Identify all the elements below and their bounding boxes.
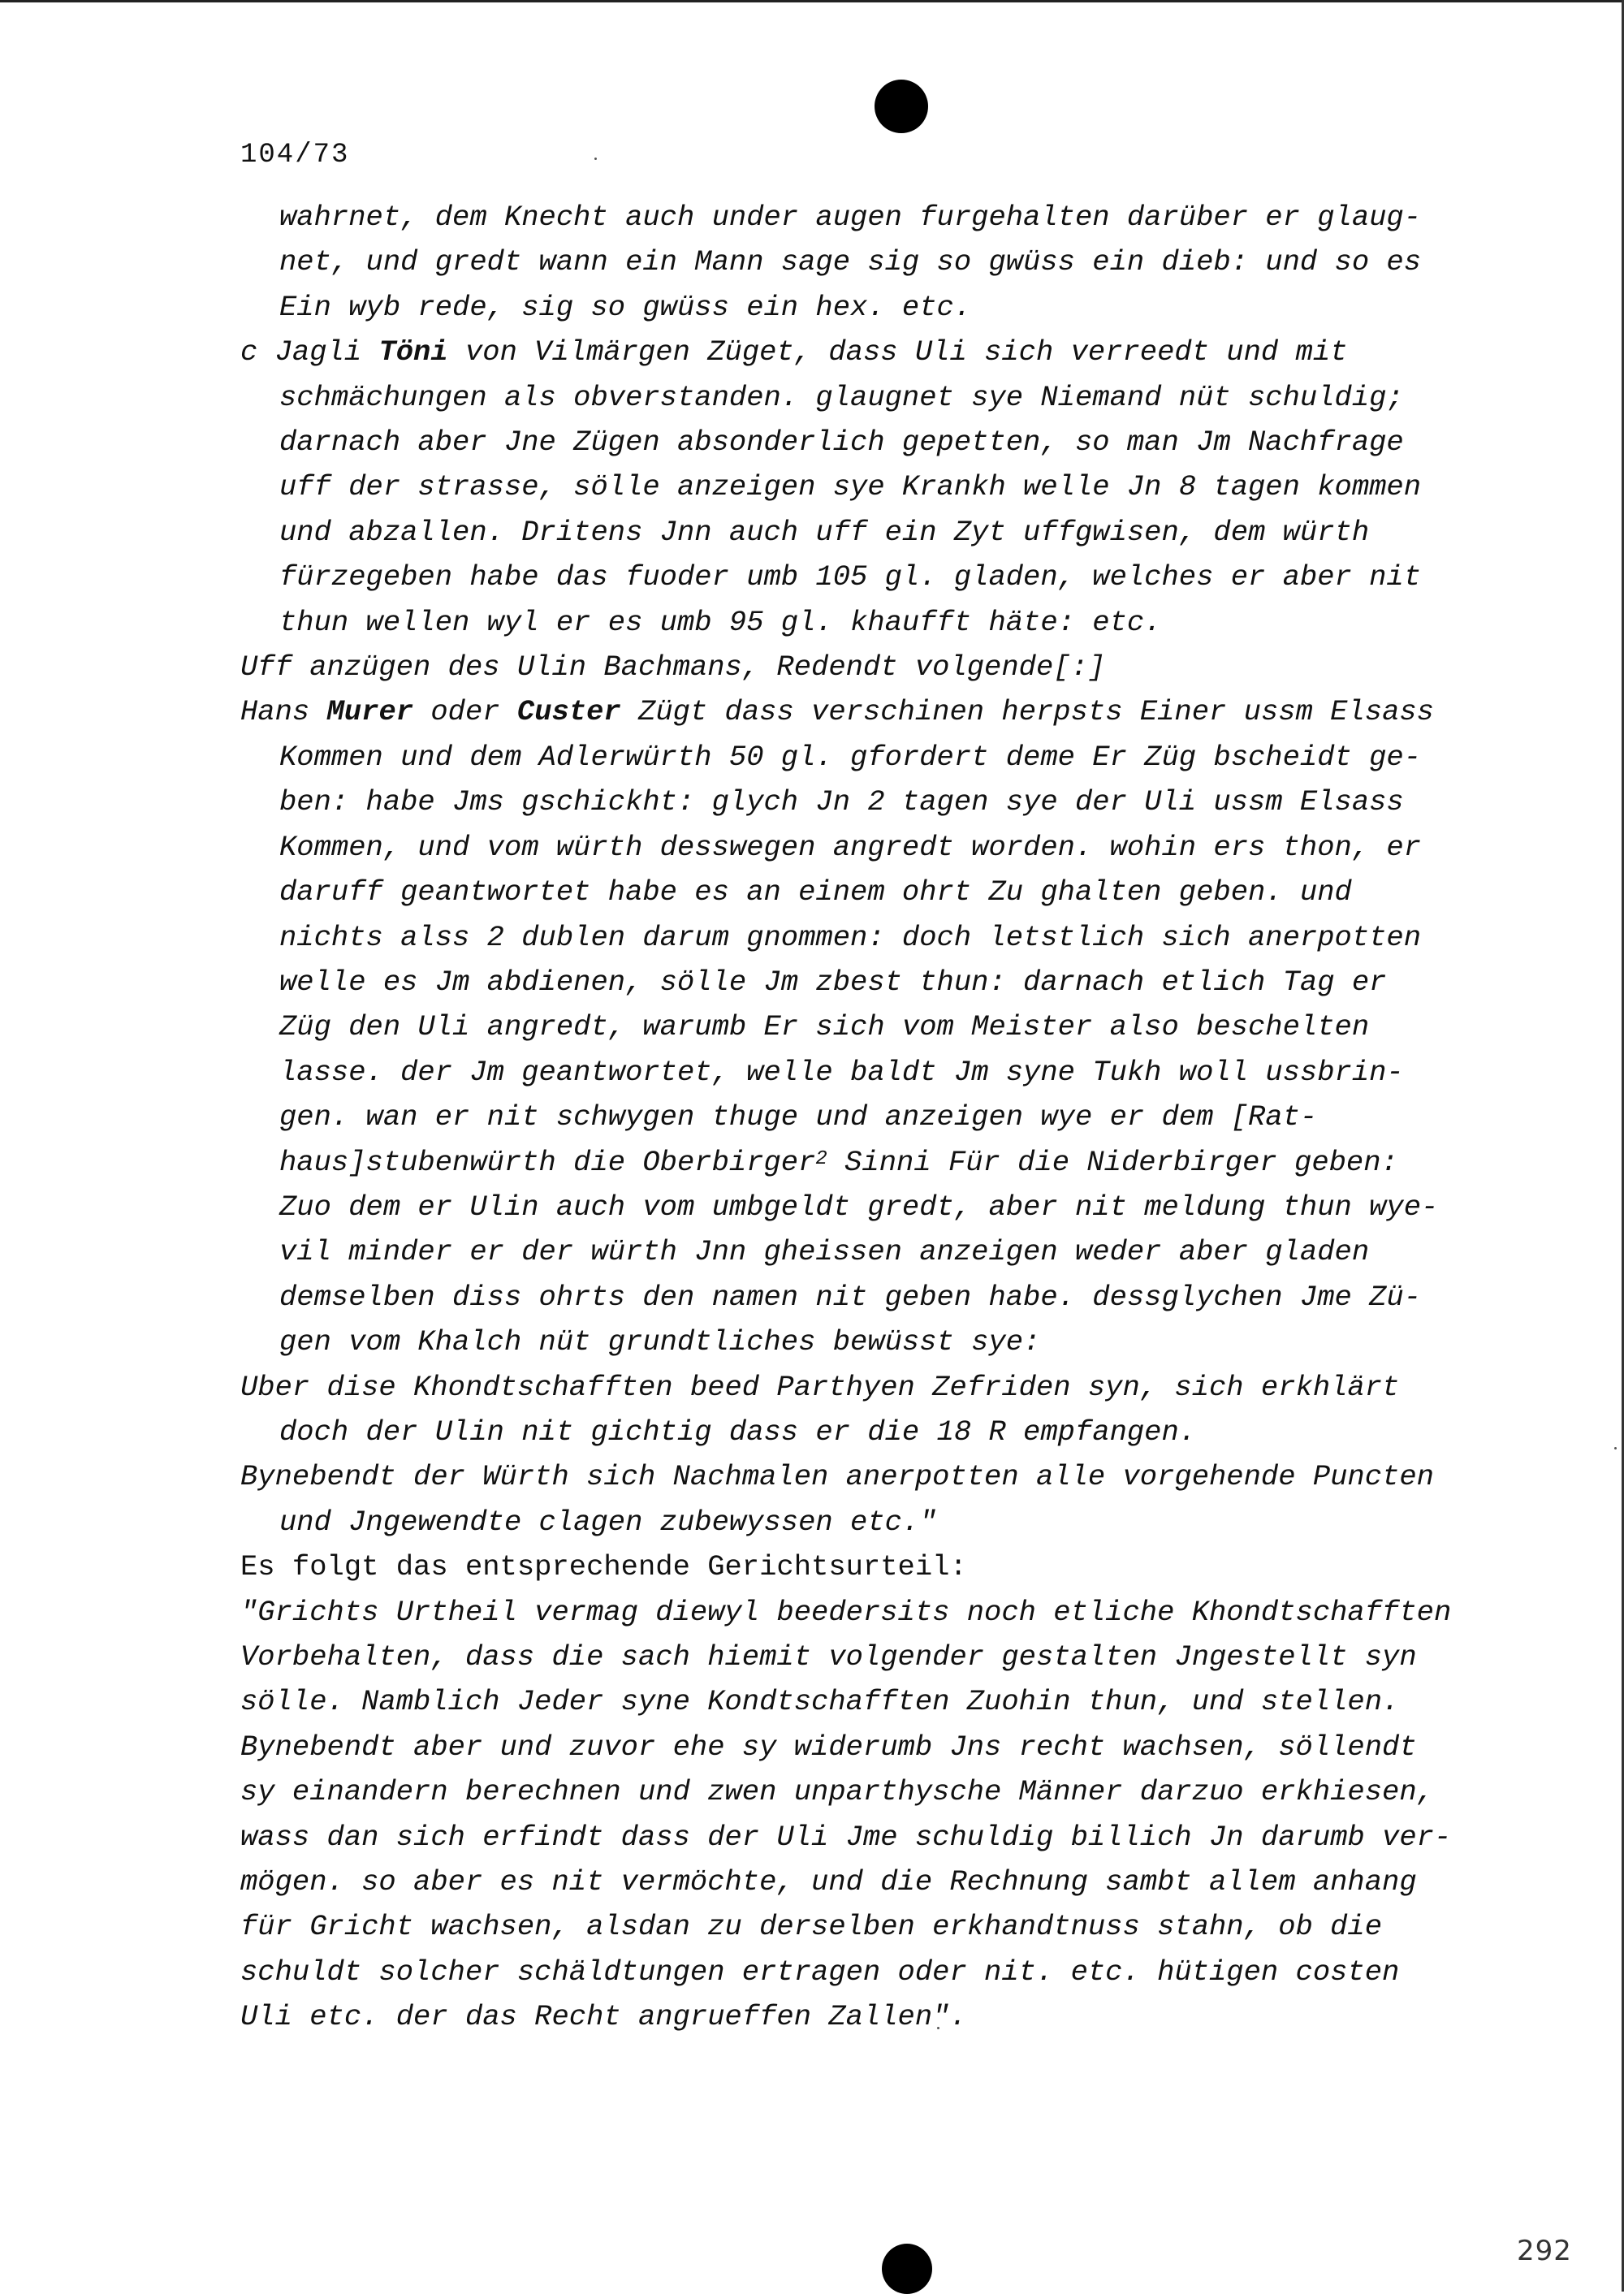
text-segment: oder — [413, 695, 517, 729]
text-segment: "Grichts Urtheil vermag diewyl beedersits noch etliche Khondtschafften — [240, 1595, 1452, 1629]
text-line — [240, 1590, 1507, 1635]
text-segment: net, und gredt wann ein Mann sage sig so gwüss ein dieb: und so es — [279, 245, 1422, 279]
text-line — [240, 330, 1507, 374]
text-line — [240, 1095, 1507, 1139]
text-segment: darnach aber Jne Zügen absonderlich gepetten, so man Jm Nachfrage — [279, 426, 1404, 460]
document-body — [240, 195, 1507, 2040]
text-segment: ben: habe Jms gschickht: glych Jn 2 tagen sye der Uli ussm Elsass — [279, 785, 1404, 819]
text-line — [240, 960, 1507, 1004]
text-segment: lasse. der Jm geantwortet, welle baldt Jm syne Tukh woll ussbrin- — [279, 1055, 1404, 1089]
text-segment: wahrnet, dem Knecht auch under augen furgehalten darüber er glaug- — [279, 201, 1422, 234]
text-segment: und Jngewendte clagen zubewyssen etc." — [279, 1505, 937, 1539]
text-line — [240, 285, 1507, 330]
text-line — [240, 735, 1507, 780]
text-segment: Züg den Uli angredt, warumb Er sich vom Meister also beschelten — [279, 1010, 1370, 1044]
text-line — [240, 1365, 1507, 1410]
text-line — [240, 1679, 1507, 1724]
text-segment: gen vom Khalch nüt grundtliches bewüsst sye: — [279, 1325, 1041, 1359]
punch-hole-top — [875, 80, 928, 133]
text-segment: vil minder er der würth Jnn gheissen anzeigen weder aber gladen — [279, 1235, 1370, 1269]
document-reference: 104/73 — [240, 140, 350, 171]
text-line — [240, 1635, 1507, 1679]
scan-speck — [594, 158, 597, 160]
text-line — [240, 420, 1507, 464]
text-segment: doch der Ulin nit gichtig dass er die 18 R empfangen. — [279, 1415, 1197, 1449]
text-segment: Es folgt das entsprechende Gerichtsurteil: — [240, 1550, 967, 1584]
footnote-marker: 2 — [815, 1147, 827, 1170]
text-segment: Kommen und dem Adlerwürth 50 gl. gfordert deme Er Züg bscheidt ge- — [279, 740, 1422, 774]
text-line — [240, 689, 1507, 734]
text-line — [240, 464, 1507, 509]
text-segment: Sinni Für die Niderbirger geben: — [827, 1145, 1398, 1179]
text-line — [240, 1185, 1507, 1229]
text-line — [240, 1815, 1507, 1860]
text-line — [240, 1140, 1507, 1185]
text-segment: für Gricht wachsen, alsdan zu derselben erkhandtnuss stahn, ob die — [240, 1910, 1383, 1944]
text-segment: daruff geantwortet habe es an einem ohrt Zu ghalten geben. und — [279, 875, 1352, 909]
text-segment: Hans — [240, 695, 327, 729]
text-segment: und abzallen. Dritens Jnn auch uff ein Zyt uffgwisen, dem würth — [279, 515, 1370, 549]
text-line — [240, 780, 1507, 824]
text-segment: sy einandern berechnen und zwen unparthysche Männer darzuo erkhiesen, — [240, 1775, 1434, 1809]
text-segment: schuldt solcher schäldtungen ertragen oder nit. etc. hütigen costen — [240, 1955, 1400, 1989]
text-line — [240, 1229, 1507, 1274]
text-line — [240, 1500, 1507, 1544]
text-segment: Kommen, und vom würth desswegen angredt worden. wohin ers thon, er — [279, 830, 1422, 864]
text-segment: sölle. Namblich Jeder syne Kondtschafften Zuohin thun, und stellen. — [240, 1685, 1400, 1719]
text-segment: mögen. so aber es nit vermöchte, und die Rechnung sambt allem anhang — [240, 1865, 1417, 1899]
text-segment: Bynebendt aber und zuvor ehe sy widerumb Jns recht wachsen, söllendt — [240, 1730, 1417, 1764]
text-segment: Uff anzügen des Ulin Bachmans, Redendt volgende[:] — [240, 650, 1106, 685]
text-line — [240, 1769, 1507, 1814]
text-line — [240, 1410, 1507, 1454]
text-line — [240, 510, 1507, 555]
text-segment: uff der strasse, sölle anzeigen sye Krankh welle Jn 8 tagen kommen — [279, 470, 1422, 504]
text-line — [240, 1994, 1507, 2039]
text-line — [240, 645, 1507, 689]
text-segment: fürzegeben habe das fuoder umb 105 gl. gladen, welches er aber nit — [279, 560, 1422, 594]
text-line — [240, 1904, 1507, 1949]
text-segment: Uli etc. der das Recht angrueffen Zallen". — [240, 2000, 967, 2034]
page-number: 292 — [1517, 2235, 1572, 2267]
text-line — [240, 195, 1507, 240]
text-segment: Ein wyb rede, sig so gwüss ein hex. etc. — [279, 290, 972, 324]
text-segment: haus]stubenwürth die Oberbirger — [279, 1145, 816, 1179]
text-line — [240, 915, 1507, 960]
text-line — [240, 1950, 1507, 1994]
text-segment: thun wellen wyl er es umb 95 gl. khaufft häte: etc. — [279, 605, 1162, 639]
punch-hole-bottom — [882, 2244, 932, 2294]
name-emphasis: Töni — [378, 335, 448, 369]
text-line — [240, 555, 1507, 599]
page-border-top — [0, 0, 1624, 2]
text-line — [240, 1725, 1507, 1769]
text-line — [240, 375, 1507, 420]
text-line — [240, 870, 1507, 914]
text-segment: Bynebendt der Würth sich Nachmalen anerpotten alle vorgehende Puncten — [240, 1460, 1434, 1494]
text-segment: gen. wan er nit schwygen thuge und anzeigen wye er dem [Rat- — [279, 1100, 1318, 1134]
text-line — [240, 1454, 1507, 1499]
name-emphasis: Murer — [326, 695, 414, 729]
text-segment: Zuo dem er Ulin auch vom umbgeldt gredt, aber nit meldung thun wye- — [279, 1190, 1439, 1224]
text-line — [240, 1050, 1507, 1095]
text-line — [240, 1275, 1507, 1320]
text-segment: wass dan sich erfindt dass der Uli Jme schuldig billich Jn darumb ver- — [240, 1820, 1452, 1854]
text-segment: schmächungen als obverstanden. glaugnet sye Niemand nüt schuldig; — [279, 380, 1404, 414]
text-segment: Uber dise Khondtschafften beed Parthyen Zefriden syn, sich erkhlärt — [240, 1370, 1400, 1404]
text-segment: c Jagli — [240, 335, 379, 369]
text-line — [240, 1860, 1507, 1904]
text-segment: Vorbehalten, dass die sach hiemit volgender gestalten Jngestellt syn — [240, 1640, 1417, 1674]
text-line — [240, 1544, 1507, 1589]
text-segment: Zügt dass verschinen herpsts Einer ussm Elsass — [620, 695, 1434, 729]
text-line — [240, 825, 1507, 870]
text-segment: welle es Jm abdienen, sölle Jm zbest thun: darnach etlich Tag er — [279, 965, 1387, 999]
text-segment: von Vilmärgen Züget, dass Uli sich verreedt und mit — [447, 335, 1348, 369]
text-segment: demselben diss ohrts den namen nit geben habe. dessglychen Jme Zü- — [279, 1280, 1422, 1314]
text-line — [240, 240, 1507, 284]
text-line — [240, 600, 1507, 645]
text-segment: nichts alss 2 dublen darum gnommen: doch letstlich sich anerpotten — [279, 920, 1422, 954]
text-line — [240, 1320, 1507, 1364]
name-emphasis: Custer — [516, 695, 621, 729]
scan-speck — [1614, 1447, 1617, 1449]
text-line — [240, 1004, 1507, 1049]
